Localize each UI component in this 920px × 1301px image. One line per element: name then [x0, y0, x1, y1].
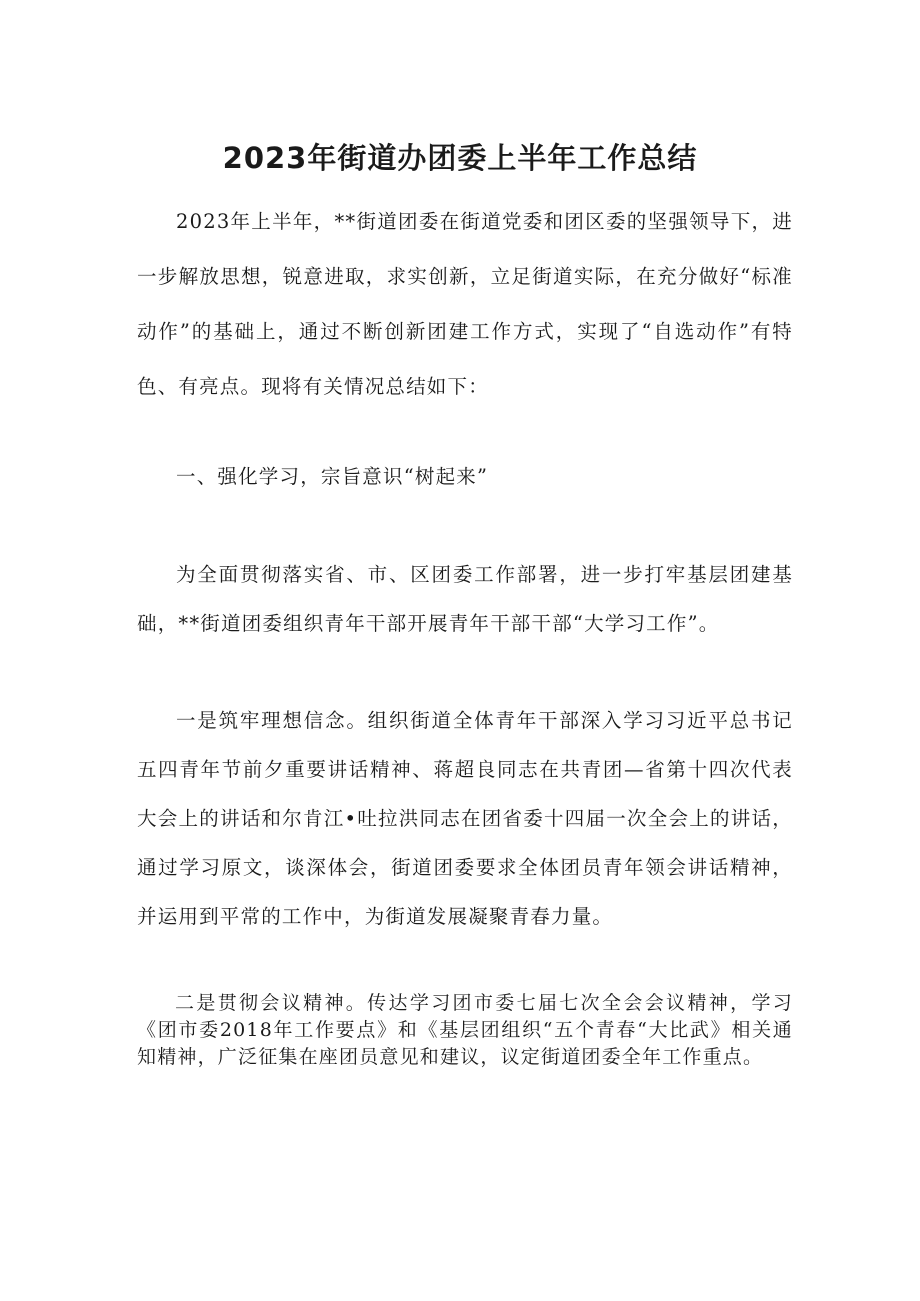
point-two-paragraph: 二是贯彻会议精神。传达学习团市委七届七次全会会议精神，学习《团市委2018年工作要点》和《基层团组织“五个青春“大比武》相关通知精神，广泛征集在座团员意见和建议，议定街道团委全年工作重点。	[137, 992, 793, 1068]
intro-paragraph: 2023年上半年，**街道团委在街道党委和团区委的坚强领导下，进一步解放思想，锐意进取，求实创新，立足街道实际，在充分做好“标准动作”的基础上，通过不断创新团建工作方式，实现了“自选动作”有特色、有亮点。现将有关情况总结如下：	[137, 210, 793, 398]
document-title: 2023年街道办团委上半年工作总结	[222, 141, 698, 175]
section-one-heading: 一、强化学习，宗旨意识“树起来”	[176, 465, 489, 488]
point-one-paragraph: 一是筑牢理想信念。组织街道全体青年干部深入学习习近平总书记五四青年节前夕重要讲话精神、蒋超良同志在共青团—省第十四次代表大会上的讲话和尔肯江•吐拉洪同志在团省委十四届一次全会上的讲话，通过学习原文，谈深体会，街道团委要求全体团员青年领会讲话精神，并运用到平常的工作中，为街道发展凝聚青春力量。	[137, 709, 793, 928]
study-intro-paragraph: 为全面贯彻落实省、市、区团委工作部署，进一步打牢基层团建基础，**街道团委组织青年干部开展青年干部干部“大学习工作”。	[137, 563, 793, 635]
